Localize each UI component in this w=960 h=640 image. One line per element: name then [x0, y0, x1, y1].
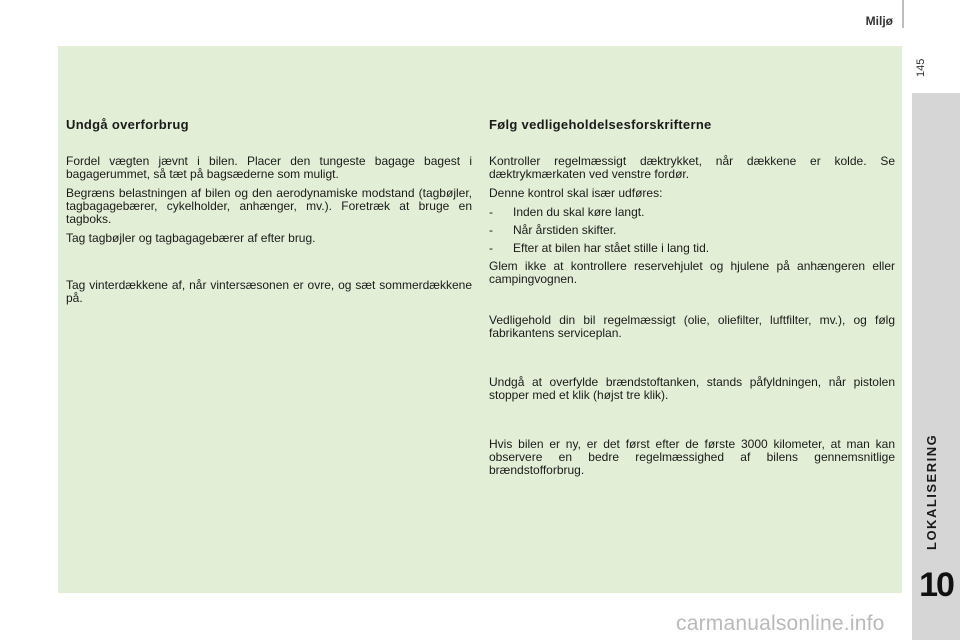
paragraph: Denne kontrol skal især udføres: — [489, 186, 663, 200]
list-item — [489, 242, 895, 255]
paragraph: Glem ikke at kontrollere reservehjulet og hjulene på anhængeren eller campingvognen. — [489, 259, 895, 286]
section-title: Miljø — [865, 14, 893, 28]
paragraph: Tag tagbøjler og tagbagagebærer af efter brug. — [66, 231, 316, 245]
paragraph: Fordel vægten jævnt i bilen. Placer den tungeste bagage bagest i bagagerummet, så tæt på bagsæderne som muligt. — [66, 154, 472, 181]
right-column — [489, 118, 895, 483]
bullet-marker: - — [489, 205, 493, 219]
list-item — [489, 206, 895, 219]
paragraph: Kontroller regelmæssigt dæktrykket, når dækkene er kolde. Se dæktrykmærkaten ved venstre fordør. — [489, 154, 895, 181]
list-item-text: Efter at bilen har stået stille i lang tid. — [513, 241, 710, 255]
paragraph: Hvis bilen er ny, er det først efter de første 3000 kilometer, at man kan observere en bedre regelmæssighed af bilens gennemsnitlige brændstofforbrug. — [489, 437, 895, 477]
bullet-marker: - — [489, 223, 493, 237]
right-heading: Følg vedligeholdelsesforskrifterne — [489, 117, 712, 132]
header-divider — [902, 0, 904, 28]
chapter-tab — [912, 93, 960, 640]
bullet-marker: - — [489, 241, 493, 255]
list-item-text: Inden du skal køre langt. — [513, 205, 645, 219]
paragraph: Vedligehold din bil regelmæssigt (olie, oliefilter, luftfilter, mv.), og følg fabrikantens serviceplan. — [489, 313, 895, 340]
watermark: carmanualsonline.info — [676, 612, 885, 635]
left-column — [66, 118, 472, 311]
chapter-number: 10 — [919, 566, 953, 604]
list-item-text: Når årstiden skifter. — [513, 223, 617, 237]
paragraph: Undgå at overfylde brændstoftanken, stands påfyldningen, når pistolen stopper med et klik (højst tre klik). — [489, 375, 895, 402]
paragraph: Tag vinterdækkene af, når vintersæsonen er ovre, og sæt sommerdækkene på. — [66, 278, 472, 305]
chapter-title: LOKALISERING — [924, 433, 939, 550]
page-number: 145 — [915, 58, 927, 77]
list-item — [489, 224, 895, 237]
paragraph: Begræns belastningen af bilen og den aerodynamiske modstand (tagbøjler, tagbagagebærer, cykelholder, anhænger, mv.). Foretræk at bruge en tagboks. — [66, 186, 472, 226]
left-heading: Undgå overforbrug — [66, 117, 189, 132]
